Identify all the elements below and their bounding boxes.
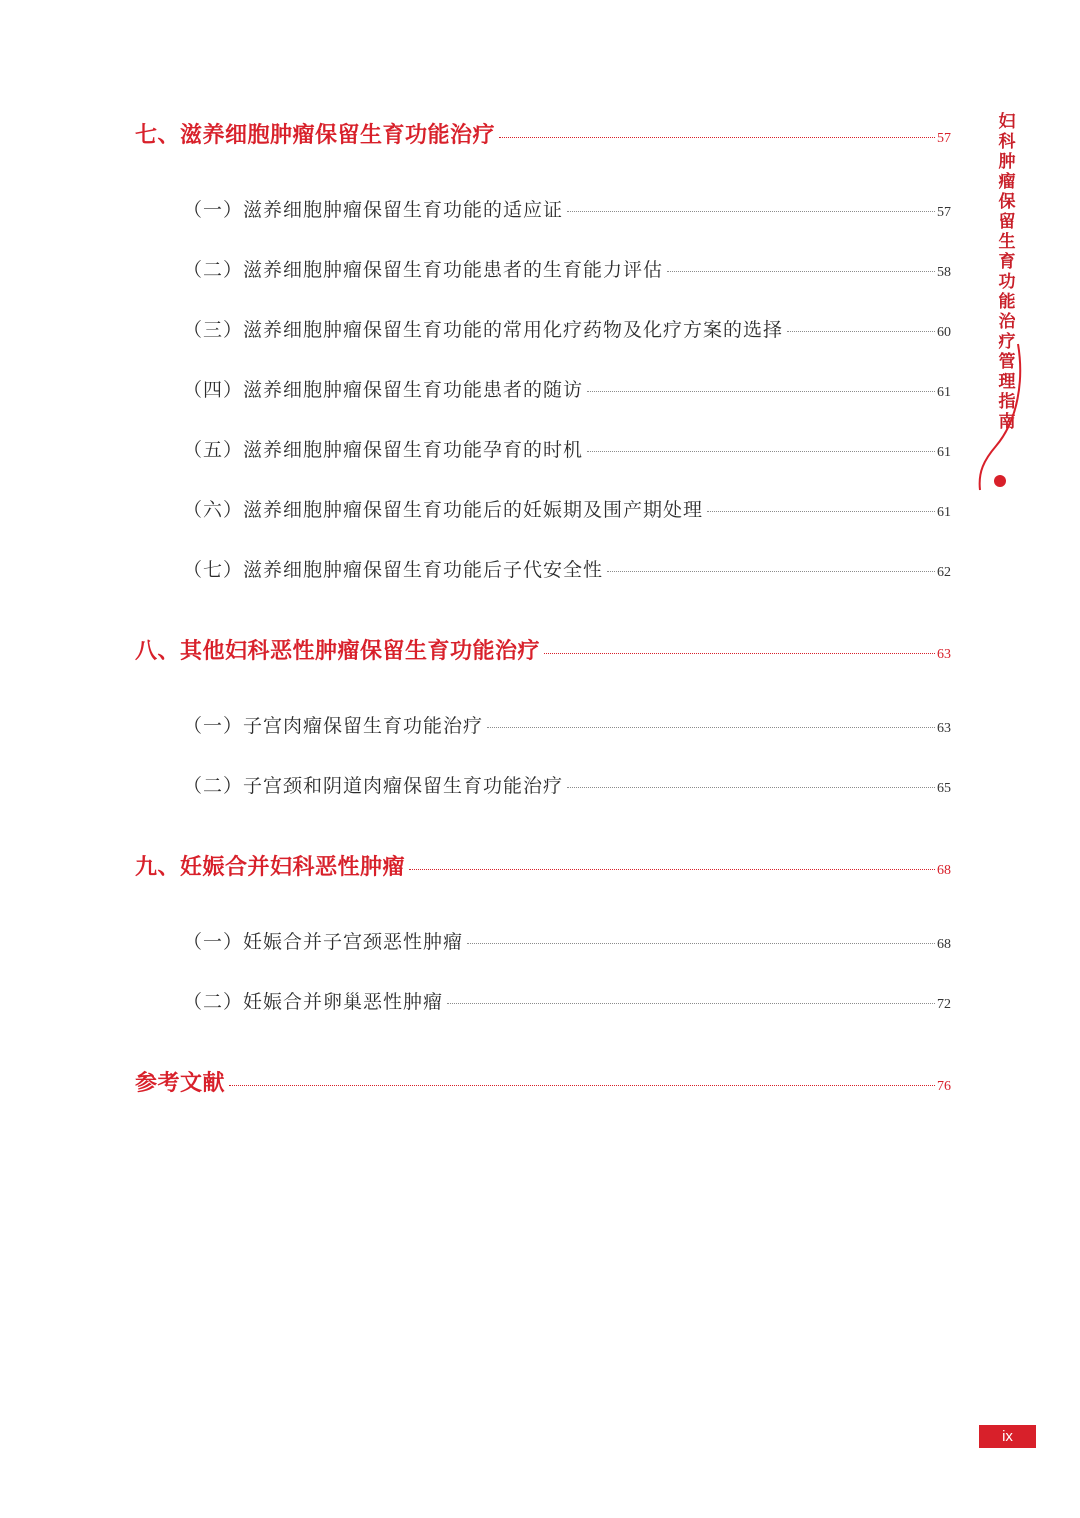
side-book-title: 妇科肿瘤保留生育功能治疗管理指南 [998, 112, 1016, 432]
dot-leader [229, 1085, 935, 1086]
toc-item-label: （一）子宫肉瘤保留生育功能治疗 [183, 715, 484, 737]
dot-leader [587, 451, 935, 452]
toc-section-label: 八、其他妇科恶性肿瘤保留生育功能治疗 [135, 639, 541, 664]
toc-item[interactable] [183, 555, 951, 582]
dot-leader [467, 943, 935, 944]
toc-item-label: （五）滋养细胞肿瘤保留生育功能孕育的时机 [183, 439, 584, 461]
toc-section-9[interactable] [135, 850, 951, 881]
dot-leader [409, 869, 935, 870]
toc-page-number: 61 [937, 385, 951, 400]
toc-page-number: 63 [937, 721, 951, 736]
toc-item[interactable] [183, 255, 951, 282]
toc-section-label: 参考文献 [135, 1071, 226, 1096]
toc-page-number: 68 [937, 863, 951, 878]
toc-section-8[interactable] [135, 634, 951, 665]
toc-item[interactable] [183, 315, 951, 342]
dot-leader [667, 271, 935, 272]
toc-item-label: （六）滋养细胞肿瘤保留生育功能后的妊娠期及围产期处理 [183, 499, 704, 521]
toc-page-number: 62 [937, 565, 951, 580]
toc-page-number: 61 [937, 505, 951, 520]
toc-page-number: 65 [937, 781, 951, 796]
toc-item[interactable] [183, 771, 951, 798]
toc-item[interactable] [183, 987, 951, 1014]
toc-section-label: 七、滋养细胞肿瘤保留生育功能治疗 [135, 123, 496, 148]
toc-page-number: 57 [937, 131, 951, 146]
toc-section-7[interactable] [135, 118, 951, 149]
toc-item-label: （七）滋养细胞肿瘤保留生育功能后子代安全性 [183, 559, 604, 581]
page-number-badge: ix [979, 1425, 1036, 1448]
dot-leader [499, 137, 935, 138]
dot-leader [607, 571, 935, 572]
dot-leader [587, 391, 935, 392]
dot-leader [567, 787, 935, 788]
toc-item-label: （二）子宫颈和阴道肉瘤保留生育功能治疗 [183, 775, 564, 797]
toc-item[interactable] [183, 375, 951, 402]
toc-page-number: 61 [937, 445, 951, 460]
toc-item-label: （二）妊娠合并卵巢恶性肿瘤 [183, 991, 444, 1013]
dot-leader [567, 211, 935, 212]
toc-page-number: 76 [937, 1079, 951, 1094]
toc-item[interactable] [183, 435, 951, 462]
toc-item-label: （二）滋养细胞肿瘤保留生育功能患者的生育能力评估 [183, 259, 664, 281]
toc-page-number: 60 [937, 325, 951, 340]
decorative-curve-icon [960, 340, 1040, 500]
dot-leader [447, 1003, 935, 1004]
toc-page-number: 63 [937, 647, 951, 662]
dot-leader [707, 511, 935, 512]
dot-leader [787, 331, 935, 332]
toc-item-label: （一）妊娠合并子宫颈恶性肿瘤 [183, 931, 464, 953]
toc-page-number: 57 [937, 205, 951, 220]
toc-section-label: 九、妊娠合并妇科恶性肿瘤 [135, 855, 406, 880]
toc-item-label: （一）滋养细胞肿瘤保留生育功能的适应证 [183, 199, 564, 221]
toc-page-number: 68 [937, 937, 951, 952]
toc-page-number: 72 [937, 997, 951, 1012]
toc-item[interactable] [183, 195, 951, 222]
toc-item[interactable] [183, 495, 951, 522]
toc-references[interactable] [135, 1066, 951, 1097]
toc-item[interactable] [183, 927, 951, 954]
toc-item-label: （四）滋养细胞肿瘤保留生育功能患者的随访 [183, 379, 584, 401]
dot-leader [544, 653, 935, 654]
toc-item[interactable] [183, 711, 951, 738]
toc-page-number: 58 [937, 265, 951, 280]
toc-item-label: （三）滋养细胞肿瘤保留生育功能的常用化疗药物及化疗方案的选择 [183, 319, 784, 341]
dot-leader [487, 727, 935, 728]
